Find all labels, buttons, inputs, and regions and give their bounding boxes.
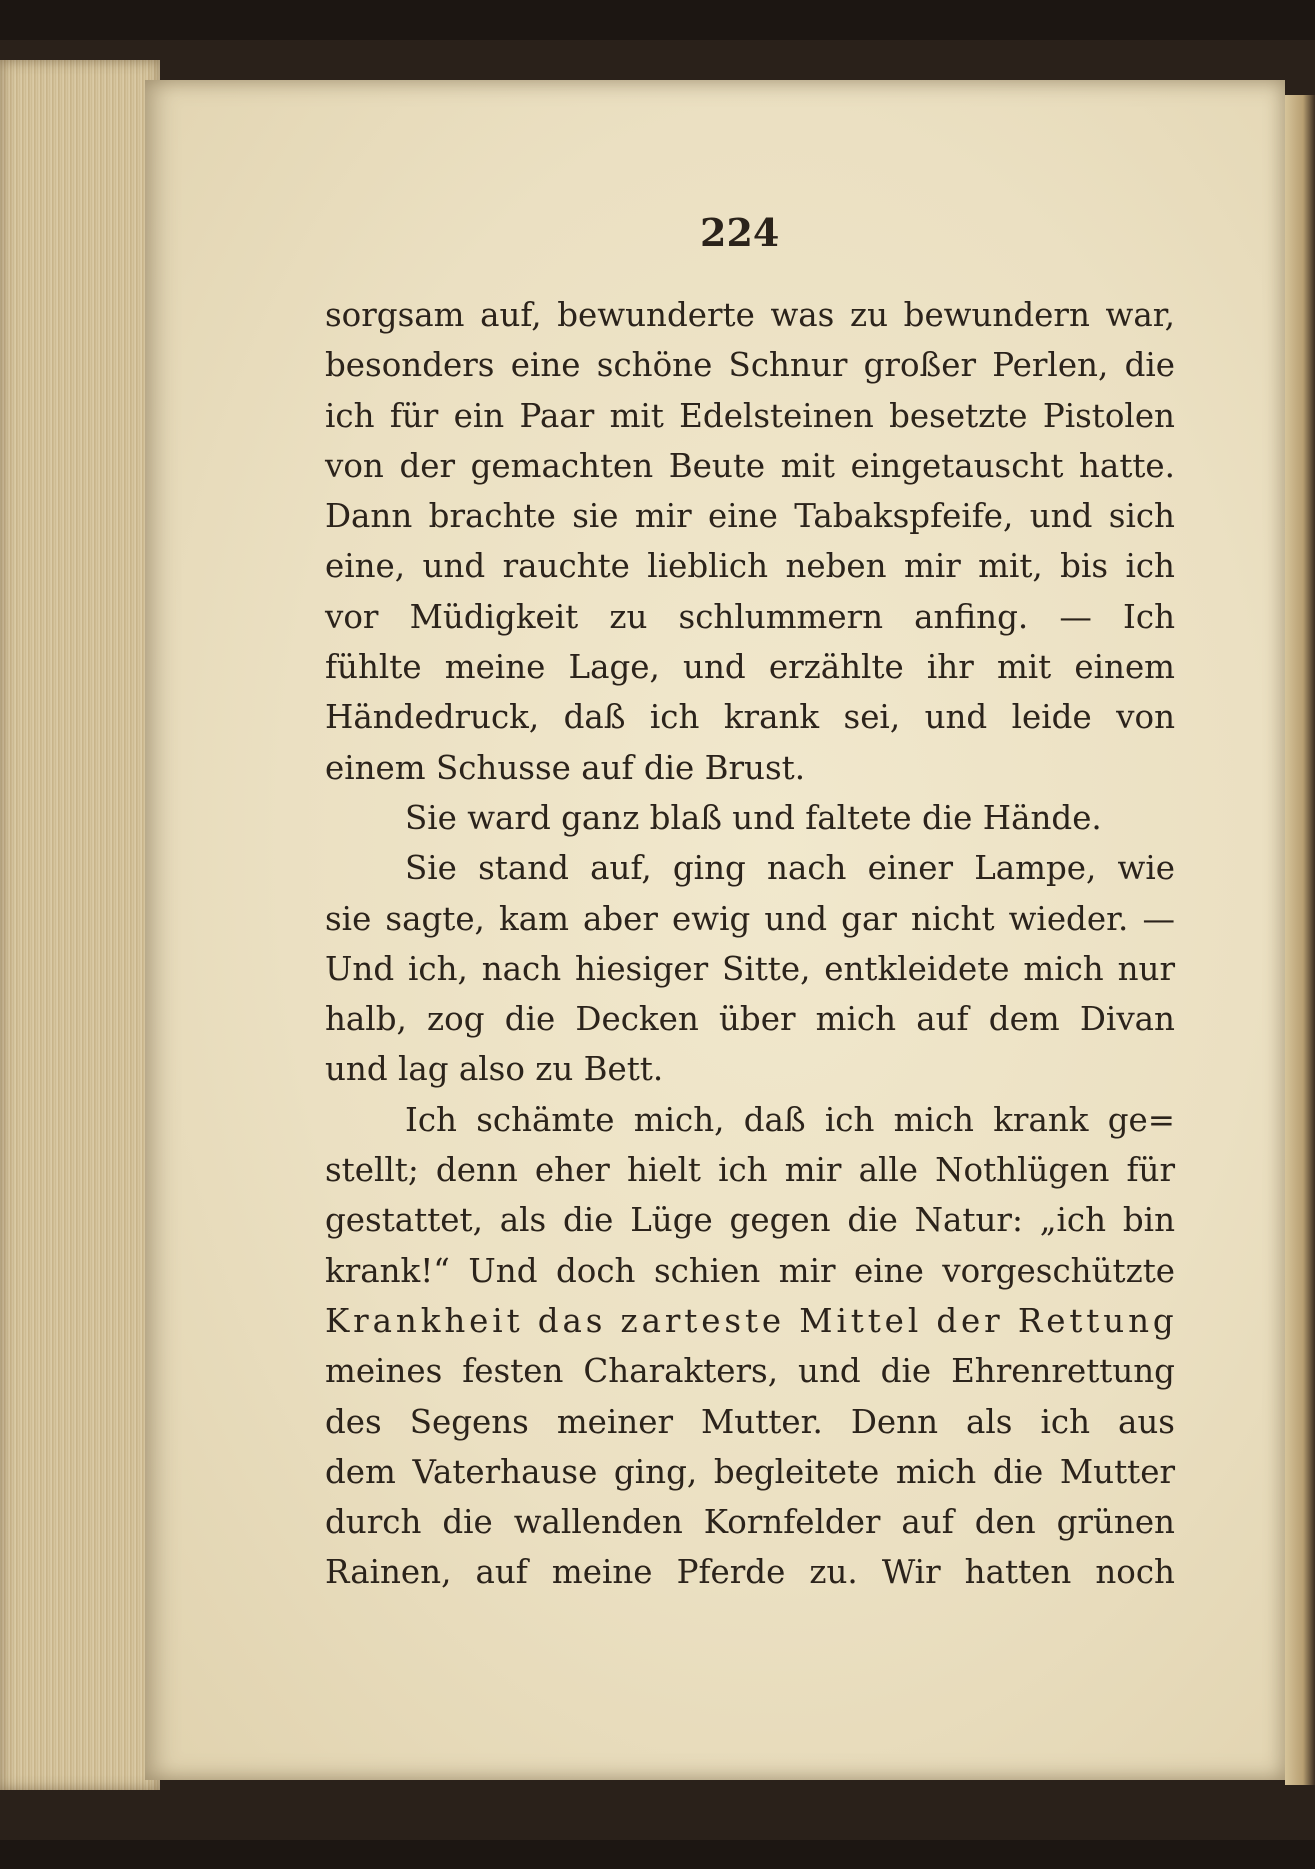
text-line: dem Vaterhause ging, begleitete mich die Mutter [325,1452,1175,1491]
text-line: fühlte meine Lage, und erzählte ihr mit einem [325,648,1175,687]
text-line: Krankheit das zarteste Mittel der Rettung [325,1301,1178,1340]
text-line: krank!“ Und doch schien mir eine vorgeschützte [325,1251,1175,1290]
text-line: Ich schämte mich, daß ich mich krank ge= [405,1100,1175,1139]
text-line: besonders eine schöne Schnur großer Perlen, die [325,346,1175,385]
text-line: ich für ein Paar mit Edelsteinen besetzte Pistolen [325,396,1175,435]
text-line: meines festen Charakters, und die Ehrenrettung [325,1352,1175,1391]
text-line: Händedruck, daß ich krank sei, und leide von [325,698,1175,737]
text-line: einem Schusse auf die Brust. [325,748,806,787]
text-line: durch die wallenden Kornfelder auf den grünen [325,1503,1175,1542]
text-line: von der gemachten Beute mit eingetauscht hatte. [325,446,1175,485]
right-page-edge [1285,95,1315,1785]
body-text [325,290,1178,1598]
text-line: sorgsam auf, bewunderte was zu bewundern war, [325,296,1175,334]
text-line: Und ich, nach hiesiger Sitte, entkleidete mich nur [325,949,1175,988]
text-line: Sie ward ganz blaß und faltete die Hände. [405,798,1102,837]
text-line: halb, zog die Decken über mich auf dem Divan [325,1000,1175,1039]
text-line: Rainen, auf meine Pferde zu. Wir hatten noch [325,1553,1175,1592]
text-line: gestattet, als die Lüge gegen die Natur: „ich bin [325,1201,1175,1240]
text-line: sie sagte, kam aber ewig und gar nicht wieder. — [325,899,1175,938]
text-line: und lag also zu Bett. [325,1050,664,1089]
page-stack-edges [0,60,160,1790]
text-line: Dann brachte sie mir eine Tabakspfeife, und sich [325,497,1175,536]
text-line: Sie stand auf, ging nach einer Lampe, wie [405,849,1175,888]
text-line: vor Müdigkeit zu schlummern anfing. — Ich [325,597,1175,636]
page-number: 224 [700,210,780,255]
text-line: des Segens meiner Mutter. Denn als ich aus [325,1402,1175,1441]
text-line: eine, und rauchte lieblich neben mir mit, bis ich [325,547,1175,586]
text-line: stellt; denn eher hielt ich mir alle Nothlügen für [325,1151,1175,1190]
